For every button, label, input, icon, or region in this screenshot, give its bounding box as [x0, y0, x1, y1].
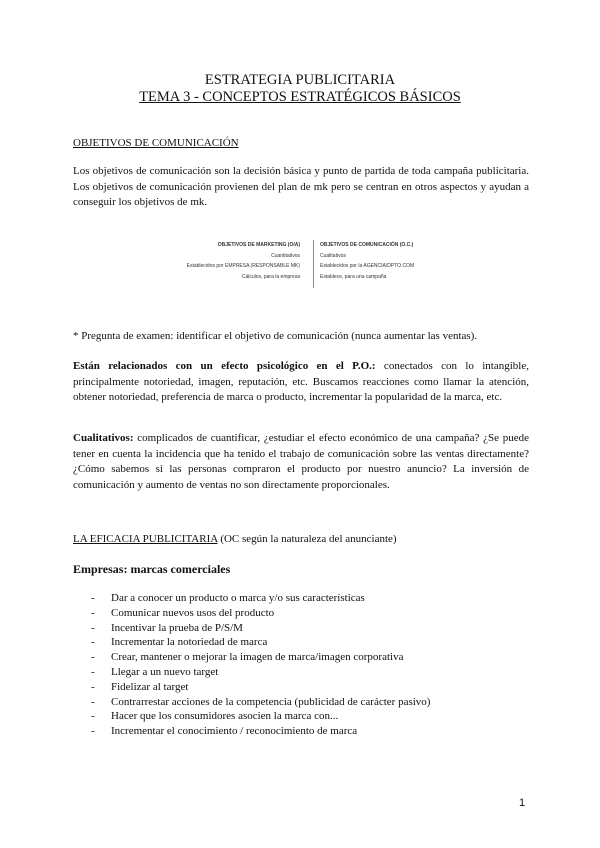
intro-paragraph: Los objetivos de comunicación son la decisión básica y punto de partida de toda campaña publicitaria. Los objetivos de comunicación provienen del plan de mk pero se centran en otros aspectos y ayudan a conseguir los objetivos de mk. — [73, 165, 529, 209]
eficacia-heading-suffix: (OC según la naturaleza del anunciante) — [217, 533, 397, 545]
document-subtitle: TEMA 3 - CONCEPTOS ESTRATÉGICOS BÁSICOS — [139, 89, 461, 105]
qualitative-paragraph — [73, 431, 529, 493]
list-item — [73, 621, 430, 636]
list-dash: - — [91, 606, 95, 619]
list-dash: - — [91, 592, 95, 604]
list-item — [73, 724, 430, 739]
table-left-column — [187, 240, 300, 282]
list-item — [73, 606, 430, 621]
list-item-text: Fidelizar al target — [111, 680, 189, 693]
section-heading-objetivos: OBJETIVOS DE COMUNICACIÓN — [73, 137, 239, 149]
list-item — [73, 709, 430, 724]
qualitative-lead: Cualitativos: — [73, 432, 134, 444]
subheading-empresas: Empresas: marcas comerciales — [73, 562, 231, 576]
table-cell: Cualitativos — [320, 252, 346, 259]
list-dash: - — [91, 710, 95, 723]
table-cell: Establecidos por la AGENCIA/DPTO.COM — [320, 263, 415, 269]
list-dash: - — [91, 651, 95, 664]
list-item — [73, 591, 430, 606]
eficacia-heading-text: LA EFICACIA PUBLICITARIA — [73, 533, 218, 545]
table-cell: Establece, para una campaña — [320, 273, 387, 280]
table-right-column — [320, 240, 414, 282]
list-item — [73, 695, 430, 710]
list-item — [73, 665, 430, 680]
list-item-text: Contrarrestar acciones de la competencia (publicidad de carácter pasivo) — [111, 695, 431, 708]
psychological-lead: Están relacionados con un efecto psicológico en el P.O.: — [73, 360, 376, 372]
list-dash: - — [91, 725, 95, 738]
list-item — [73, 635, 430, 650]
list-dash: - — [91, 665, 95, 678]
list-item-text: Incentivar la prueba de P/S/M — [111, 621, 243, 634]
table-cell: Establecidos por EMPRESA (RESPONSABLE MK) — [186, 263, 300, 269]
list-item-text: Incrementar la notoriedad de marca — [111, 636, 268, 649]
list-item-text: Llegar a un nuevo target — [111, 665, 219, 678]
document-title: ESTRATEGIA PUBLICITARIA — [204, 72, 396, 88]
list-item-text: Comunicar nuevos usos del producto — [111, 606, 275, 619]
list-item-text: Hacer que los consumidores asocien la marca con... — [111, 710, 339, 723]
comparison-table — [160, 240, 450, 282]
objectives-list — [73, 591, 430, 739]
table-cell: OBJETIVOS DE COMUNICACIÓN (O.C.) — [320, 242, 414, 248]
psychological-text: conectados con lo intangible, principalmente notoriedad, imagen, reputación, etc. Buscamos reacciones como llamar la atención, obtener notoriedad, preferencia de marca o producto, incrementar la popularidad de la marca, etc. — [73, 360, 529, 404]
list-item-text: Incrementar el conocimiento / reconocimiento de marca — [111, 725, 358, 738]
page-number: 1 — [519, 797, 526, 809]
list-item-text: Dar a conocer un producto o marca y/o sus características — [111, 592, 365, 604]
list-dash: - — [91, 695, 95, 708]
table-cell: OBJETIVOS DE MARKETING (O/A) — [217, 242, 300, 248]
list-dash: - — [91, 621, 95, 634]
qualitative-text: complicados de cuantificar, ¿estudiar el efecto económico de una campaña? ¿Se puede tener en cuenta la incidencia que ha tenido el trabajo de comunicación sobre las ventas directamente? ¿Cómo sabemos si las personas compraron el producto por nuestro anuncio? La inversión de comunicación y aumento de ventas no son directamente proporcionales. — [73, 432, 529, 491]
table-cell: Cuantitativos — [271, 252, 300, 259]
list-item — [73, 680, 430, 695]
list-dash: - — [91, 636, 95, 649]
list-dash: - — [91, 680, 95, 693]
psychological-paragraph — [73, 359, 529, 406]
table-divider — [313, 240, 314, 288]
table-cell: Cálculos, para la empresa — [241, 273, 300, 280]
list-item — [73, 650, 430, 665]
exam-note: * Pregunta de examen: identificar el objetivo de comunicación (nunca aumentar las ventas). — [73, 330, 478, 342]
section-heading-eficacia — [73, 533, 397, 545]
list-item-text: Crear, mantener o mejorar la imagen de marca/imagen corporativa — [111, 651, 404, 664]
